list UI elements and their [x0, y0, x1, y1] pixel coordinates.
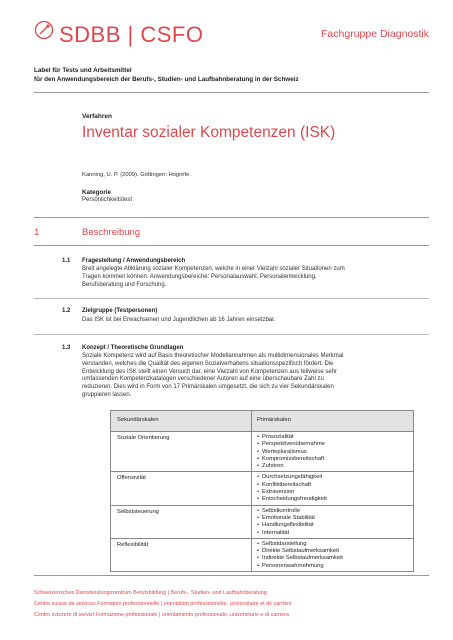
- subsection-number: 1.2: [62, 308, 71, 314]
- table-row: [111, 505, 413, 538]
- body-line: Das ISK ist bei Erwachsenen und Jugendlichen ab 16 Jahren einsetzbar.: [82, 317, 276, 323]
- subsection-title: Konzept / Theoretische Grundlagen: [82, 345, 184, 351]
- primary-scale-list: [257, 472, 413, 504]
- subsection-title: Fragestellung / Anwendungsbereich: [82, 258, 186, 264]
- logo-text: SDBB | CSFO: [59, 22, 204, 47]
- primary-scale-item: • Direkte Selbstaufmerksamkeit: [257, 548, 413, 555]
- subsection-body: [82, 266, 422, 289]
- citation: Kanning, U. P. (2009). Göttingen: Hogrefe.: [82, 172, 191, 178]
- body-line: Breit angelegte Abklärung sozialer Kompetenzen, welche in einer Vielzahl sozialer Situationen zum: [82, 266, 345, 272]
- primary-scale-item: • Handlungsflexibilität: [257, 522, 413, 529]
- footer-line-it: Centro svizzero di servizi Formazione professionale | orientamento professionale, universitario e di carriera: [34, 612, 289, 618]
- table-row: [111, 471, 413, 504]
- primary-scale-list: [257, 432, 413, 471]
- section-title: Beschreibung: [82, 227, 141, 238]
- primary-scale-item: • Durchsetzungsfähigkeit: [257, 474, 413, 481]
- scales-table: [110, 410, 414, 572]
- primary-scale-item: • Konfliktbereitschaft: [257, 482, 413, 489]
- document-subtitle: [34, 67, 299, 84]
- body-line: gruppieren lassen.: [82, 391, 132, 398]
- section-divider-bottom: [34, 245, 429, 246]
- subsection-divider: [34, 298, 429, 299]
- secondary-scale: Reflexibilität: [117, 541, 149, 548]
- kategorie-value: Persönlichkeitstest: [82, 197, 133, 203]
- section-divider-top: [34, 217, 429, 218]
- sdbb-logo-icon: [34, 20, 54, 40]
- subsection-number: 1.1: [62, 258, 71, 264]
- subsection-title: Zielgruppe (Testpersonen): [82, 308, 158, 314]
- header-secondary-scales: Sekundärskalen: [117, 417, 159, 423]
- primary-scale-item: • Selbstdarstellung: [257, 541, 413, 548]
- primary-scale-item: • Selbstkontrolle: [257, 508, 413, 515]
- body-line: Tragen kommen können. Anwendungsbereiche: Personalauswahl, Personalentwicklung,: [82, 273, 317, 280]
- kategorie-label: Kategorie: [82, 189, 112, 196]
- primary-scale-item: • Wertepluralismus: [257, 449, 413, 456]
- primary-scale-list: [257, 506, 413, 538]
- column-divider: [251, 506, 252, 538]
- subsection-number: 1.3: [62, 345, 71, 351]
- body-line: umfassenden Kompetenzkatalogen verschiedener Autoren auf eine überschaubare Zahl zu: [82, 376, 324, 383]
- body-line: verstanden, welches die Qualität des eigenen Sozialverhaltens situationsspezifisch fördert. Die: [82, 360, 334, 367]
- primary-scale-item: • Internalität: [257, 530, 413, 537]
- column-divider: [251, 432, 252, 471]
- body-line: reduzieren. Dies wird in Form von 17 Primärskalen umgesetzt, die sich zu vier Sekundärskalen: [82, 384, 334, 391]
- table-row: [111, 538, 413, 571]
- table-header: [111, 411, 413, 432]
- column-divider: [251, 472, 252, 504]
- body-line: Berufsberatung und Forschung.: [82, 281, 167, 288]
- footer-line-fr: Centre suisse de services Formation professionnelle | orientation professionnelle, universitaire et de carrière: [34, 601, 292, 607]
- body-line: Soziale Kompetenz wird auf Basis theoretischer Modellannahmen als multidimensionales Merkmal: [82, 353, 344, 359]
- footer-divider: [34, 575, 429, 576]
- primary-scale-item: • Indirekte Selbstaufmerksamkeit: [257, 555, 413, 562]
- primary-scale-item: • Emotionale Stabilität: [257, 515, 413, 522]
- header-primary-scales: Primärskalen: [257, 417, 291, 423]
- fachgruppe-label: Fachgruppe Diagnostik: [321, 28, 429, 40]
- subsection-body: [82, 353, 422, 400]
- column-divider: [251, 539, 252, 571]
- footer-line-de: Schweizerisches Dienstleistungszentrum Berufsbildung | Berufs-, Studien- und Laufbahnberatung: [34, 590, 267, 596]
- secondary-scale: Soziale Orientierung: [117, 435, 170, 441]
- subsection-body: [82, 317, 422, 325]
- primary-scale-item: • Zuhören: [257, 463, 413, 470]
- primary-scale-item: • Entscheidungsfreudigkeit: [257, 496, 413, 503]
- table-row: [111, 432, 413, 471]
- page-title: Inventar sozialer Kompetenzen (ISK): [82, 124, 336, 141]
- primary-scale-item: • Perspektivenübernahme: [257, 441, 413, 448]
- primary-scale-item: • Personenwahrnehmung: [257, 563, 413, 570]
- primary-scale-item: • Extraversion: [257, 489, 413, 496]
- body-line: Entwicklung des ISK stellt einen Versuch dar, eine Vielzahl von Kompetenzen aus teilweise sehr: [82, 368, 338, 375]
- subsection-divider: [34, 334, 429, 335]
- column-divider: [251, 411, 252, 431]
- subtitle-line-2: für den Anwendungsbereich der Berufs-, Studien- und Laufbahnberatung in der Schweiz: [34, 75, 299, 83]
- secondary-scale: Selbststeuerung: [117, 508, 159, 515]
- section-number: 1: [34, 227, 40, 238]
- header-divider: [34, 92, 429, 93]
- primary-scale-list: [257, 539, 413, 571]
- secondary-scale: Offensivität: [117, 475, 146, 482]
- verfahren-label: Verfahren: [82, 113, 112, 120]
- primary-scale-item: • Prosozialität: [257, 434, 413, 441]
- subtitle-line-1: Label für Tests und Arbeitsmittel: [34, 67, 132, 74]
- primary-scale-item: • Kompromissbereitschaft: [257, 456, 413, 463]
